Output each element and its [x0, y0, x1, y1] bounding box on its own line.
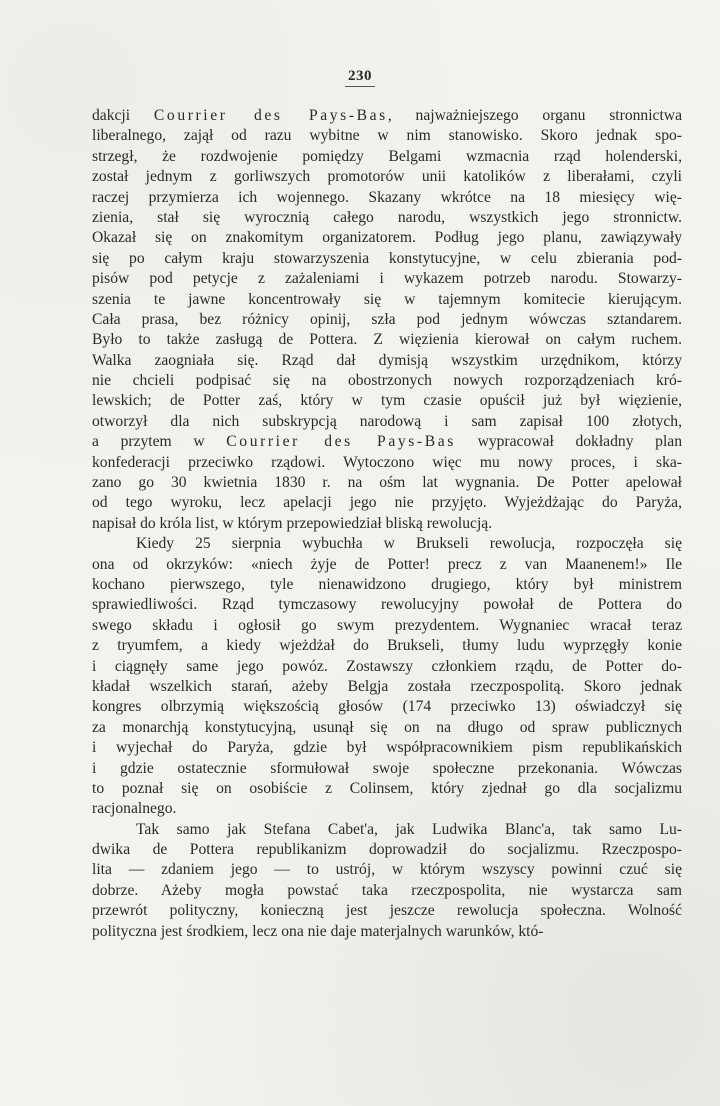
text-line: kochano pierwszego, tyle nienawidzono drugiego, który był ministrem — [92, 575, 682, 593]
text-line: napisał do króla list, w którym przepowiedział bliską rewolucją. — [92, 514, 493, 532]
text-line: racjonalnego. — [92, 800, 177, 818]
text-line: od tego wyroku, lecz apelacji jego nie przyjęto. Wyjeżdżając do Paryża, — [92, 494, 682, 512]
text-line: liberalnego, zajął od razu wybitne w nim stanowisko. Skoro jednak spo- — [92, 127, 682, 145]
text-line: strzegł, że rozdwojenie pomiędzy Belgami wzmacnia rząd holenderski, — [92, 147, 682, 165]
text-line: przewrót polityczny, konieczną jest jeszcze rewolucja społeczna. Wolność — [92, 902, 682, 920]
text-line: Cała prasa, bez różnicy opinij, szła pod jednym wówczas sztandarem. — [92, 310, 682, 328]
text-line: otworzył dla nich subskrypcją narodową i sam zapisał 100 złotych, — [92, 412, 682, 430]
text-line: pisów pod petycje z zażaleniami i wykazem potrzeb narodu. Stowarzy- — [92, 270, 682, 288]
text-line: to poznał się on osobiście z Colinsem, który zjednał go dla socjalizmu — [92, 779, 682, 797]
paragraph — [92, 534, 682, 819]
page-number: 230 — [348, 68, 372, 84]
text-line: i gdzie ostatecznie sformułował swoje społeczne przekonania. Wówczas — [92, 759, 682, 777]
text-line: ona od okrzyków: «niech żyje de Potter! precz z van Maanenem!» Ile — [92, 555, 682, 573]
text-line: polityczna jest środkiem, lecz ona nie daje materjalnych warunków, któ- — [92, 922, 544, 940]
paragraph — [92, 106, 682, 534]
paragraph — [92, 820, 682, 942]
text-line: raczej przymierza ich wojennego. Skazany wkrótce na 18 miesięcy wię- — [92, 188, 682, 206]
text-line: i wyjechał do Paryża, gdzie był współpracownikiem pism republikańskich — [92, 739, 682, 757]
text-line: Tak samo jak Stefana Cabet'a, jak Ludwika Blanc'a, tak samo Lu- — [136, 820, 682, 838]
text-line: kongres olbrzymią większością głosów (174 przeciwko 13) oświadczył się — [92, 698, 682, 716]
text-line: Kiedy 25 sierpnia wybuchła w Brukseli rewolucja, rozpoczęła się — [136, 535, 682, 553]
text-line: dwika de Pottera republikanizm doprowadził do socjalizmu. Rzeczpospo- — [92, 841, 682, 859]
text-line: szenia te jawne koncentrowały się w tajemnym komitecie kierującym. — [92, 290, 682, 308]
text-line: Okazał się on znakomitym organizatorem. Podług jego planu, zawiązywały — [92, 229, 682, 247]
body-text — [92, 106, 682, 942]
text-line: swego składu i ogłosił go swym prezydentem. Wygnaniec wracał teraz — [92, 616, 682, 634]
text-line: a przytem w Courrier des Pays-Bas wypracował dokładny plan — [92, 433, 682, 451]
text-line: nie chcieli podpisać się na obostrzonych nowych rozporządzeniach kró- — [92, 372, 682, 390]
text-line: Było to także zasługą de Pottera. Z więzienia kierował on całym ruchem. — [92, 331, 682, 349]
text-line: został jednym z gorliwszych promotorów unii katolików z liberałami, czyli — [92, 168, 682, 186]
text-line: i ciągnęły same jego powóz. Zostawszy członkiem rządu, de Potter do- — [92, 657, 682, 675]
text-line: za monarchją konstytucyjną, usunął się on na długo od spraw publicznych — [92, 718, 682, 736]
text-line: dakcji Courrier des Pays-Bas, najważniejszego organu stronnictwa — [92, 107, 682, 124]
text-line: się po całym kraju stowarzyszenia konstytucyjne, w celu zbierania pod- — [92, 249, 682, 267]
text-line: konfederacji przeciwko rządowi. Wytoczono więc mu nowy proces, i ska- — [92, 453, 682, 471]
text-line: zano go 30 kwietnia 1830 r. na ośm lat wygnania. De Potter apelował — [92, 474, 682, 492]
text-line: Walka zaogniała się. Rząd dał dymisją wszystkim urzędnikom, którzy — [92, 351, 682, 369]
text-line: sprawiedliwości. Rząd tymczasowy rewolucyjny powołał de Pottera do — [92, 596, 682, 614]
text-line: lewskich; de Potter zaś, który w tym czasie opuścił już był więzienie, — [92, 392, 682, 410]
journal-title: Courrier des Pays-Bas — [153, 107, 388, 124]
text-line: kładał wszelkich starań, ażeby Belgja została rzeczpospolitą. Skoro jednak — [92, 677, 682, 695]
text-line: zienia, stał się wyrocznią całego narodu, wszystkich jego stronnictw. — [92, 208, 682, 226]
page-number-underline — [345, 86, 375, 87]
text-line: lita — zdaniem jego — to ustrój, w którym wszyscy powinni czuć się — [92, 861, 682, 879]
text-line: dobrze. Ażeby mogła powstać taka rzeczpospolita, nie wystarcza sam — [92, 881, 682, 899]
journal-title: Courrier des Pays-Bas — [226, 433, 456, 451]
text-line: z tryumfem, a kiedy wjeżdżał do Brukseli, tłumy ludu wyprzęgły konie — [92, 637, 682, 655]
